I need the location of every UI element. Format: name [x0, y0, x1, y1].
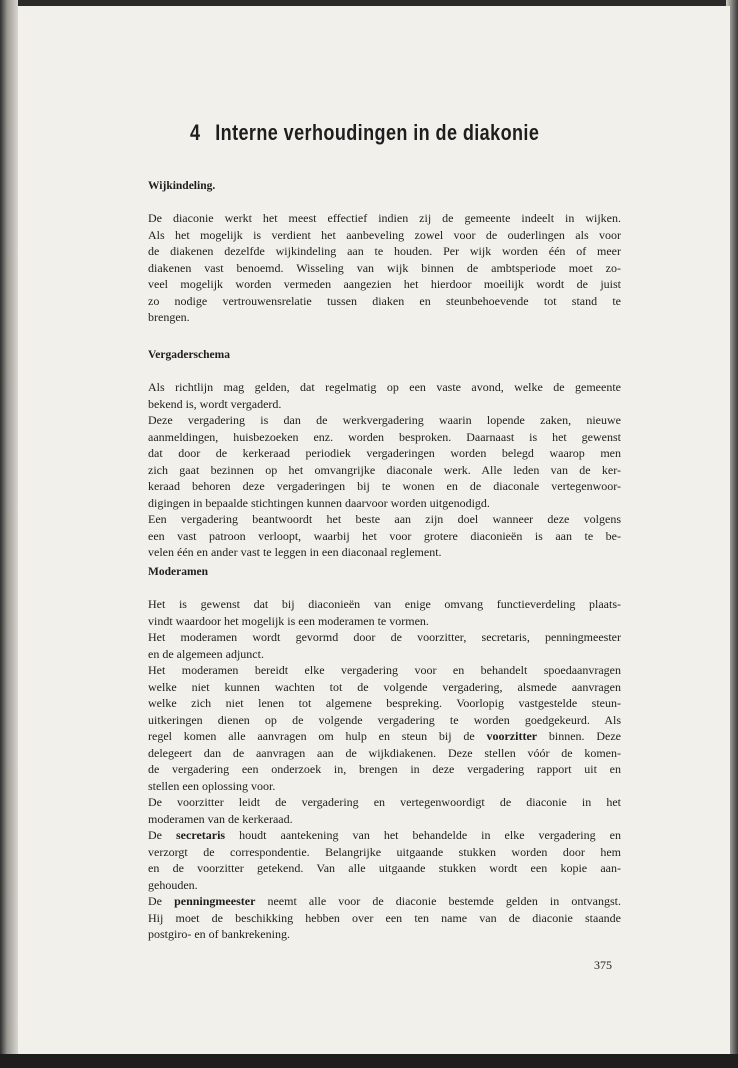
text-line: en de voorzitter getekend. Van alle uitgaande stukken wordt een kopie aan-: [148, 861, 621, 875]
text-line: zo nodige vertrouwensrelatie tussen diaken en steunbehoevende tot stand te: [148, 293, 621, 308]
text-line: De diaconie werkt het meest effectief indien zij de gemeente indeelt in wijken.: [148, 211, 621, 225]
page-gutter-left: [0, 0, 18, 1068]
page-number: 375: [594, 958, 612, 972]
text-line: De voorzitter leidt de vergadering en vertegenwoordigt de diaconie in het: [148, 795, 621, 809]
page-edge-bottom: [0, 1054, 738, 1068]
section-heading: Vergaderschema: [148, 349, 230, 361]
chapter-title-text: Interne verhoudingen in de diakonie: [215, 120, 540, 145]
chapter-title: [190, 120, 540, 146]
text-line: moderamen van de kerkeraad.: [148, 811, 293, 826]
text-line: veel mogelijk worden vermeden aangezien het hierdoor moeilijk wordt de juist: [148, 277, 621, 291]
text-line: Als richtlijn mag gelden, dat regelmatig op een vaste avond, welke de gemeente: [148, 380, 621, 394]
emphasis: voorzitter: [486, 729, 538, 743]
text-line: dat door de kerkeraad periodiek vergaderingen worden belegd waarop men: [148, 446, 621, 460]
text-line: de vergadering een onderzoek in, brengen in deze vergadering rapport uit en: [148, 762, 621, 776]
text-line: bekend is, wordt vergaderd.: [148, 396, 282, 411]
text-line: vindt waardoor het mogelijk is een moderamen te vormen.: [148, 613, 429, 628]
section-body: [148, 210, 621, 326]
text-line: Deze vergadering is dan de werkvergadering waarin lopende zaken, nieuwe: [148, 413, 621, 427]
text-line: stellen een oplossing voor.: [148, 778, 276, 793]
section-wijkindeling: [148, 180, 621, 326]
emphasis: penningmeester: [174, 894, 256, 908]
text-line: uitkeringen dienen op de volgende vergadering te worden goedgekeurd. Als: [148, 712, 621, 727]
text-line: Het moderamen bereidt elke vergadering voor en behandelt spoedaanvragen: [148, 663, 621, 677]
text-line: welke zich niet lenen tot algemene bespreking. Voorlopig vastgestelde steun-: [148, 696, 621, 710]
text-line: welke niet kunnen wachten tot de volgende vergadering, alsmede aanvragen: [148, 679, 621, 694]
text-line: Hij moet de beschikking hebben over een ten name van de diaconie staande: [148, 910, 621, 925]
text-line: diakenen vast benoemd. Wisseling van wijk binnen de ambtsperiode moet zo-: [148, 260, 621, 275]
text-line: brengen.: [148, 310, 190, 324]
text-line: Het moderamen wordt gevormd door de voorzitter, secretaris, penningmeester: [148, 630, 621, 644]
text-line: gehouden.: [148, 877, 198, 892]
text-line: De secretaris houdt aantekening van het behandelde in elke vergadering en: [148, 828, 621, 842]
text-line: keraad behoren deze vergaderingen bij te wonen en de diaconale vertegenwoor-: [148, 479, 621, 493]
section-heading: Moderamen: [148, 566, 209, 578]
text-line: zich gaat bezinnen op het omvangrijke diaconale werk. Alle leden van de ker-: [148, 462, 621, 477]
text-line: delegeert dan de aanvragen aan de wijkdiakenen. Deze stellen vóór de komen-: [148, 745, 621, 760]
text-line: Een vergadering beantwoordt het beste aan zijn doel wanneer deze volgens: [148, 512, 621, 526]
text-line: de diakenen dezelfde wijkindeling aan te houden. Per wijk worden één of meer: [148, 244, 621, 258]
text-line: Als het mogelijk is verdient het aanbeveling zowel voor de ouderlingen als voor: [148, 227, 621, 242]
section-body: [148, 379, 621, 561]
section-heading: Wijkindeling.: [148, 180, 216, 192]
section-vergaderschema: [148, 349, 621, 561]
text-line: Het is gewenst dat bij diaconieën van enige omvang functieverdeling plaats-: [148, 597, 621, 611]
section-body: [148, 596, 621, 943]
text-line: aanmeldingen, huisbezoeken enz. worden besproken. Daarnaast is het gewenst: [148, 429, 621, 444]
text-line: regel komen alle aanvragen om hulp en steun bij de voorzitter binnen. Deze: [148, 729, 621, 743]
text-line: De penningmeester neemt alle voor de diaconie bestemde gelden in ontvangst.: [148, 894, 621, 908]
section-moderamen: [148, 566, 621, 943]
text-line: verzorgt de correspondentie. Belangrijke uitgaande stukken worden door hem: [148, 844, 621, 859]
emphasis: secretaris: [176, 828, 226, 842]
text-line: en de algemeen adjunct.: [148, 646, 264, 661]
text-line: velen één en ander vast te leggen in een diaconaal reglement.: [148, 545, 442, 559]
chapter-number: 4: [190, 120, 201, 145]
text-line: digingen in bepaalde stichtingen kunnen daarvoor worden uitgenodigd.: [148, 495, 490, 510]
text-line: een vast patroon verloopt, waarbij het voor grotere diaconieën is aan te be-: [148, 528, 621, 543]
text-line: postgiro- en of bankrekening.: [148, 927, 290, 941]
